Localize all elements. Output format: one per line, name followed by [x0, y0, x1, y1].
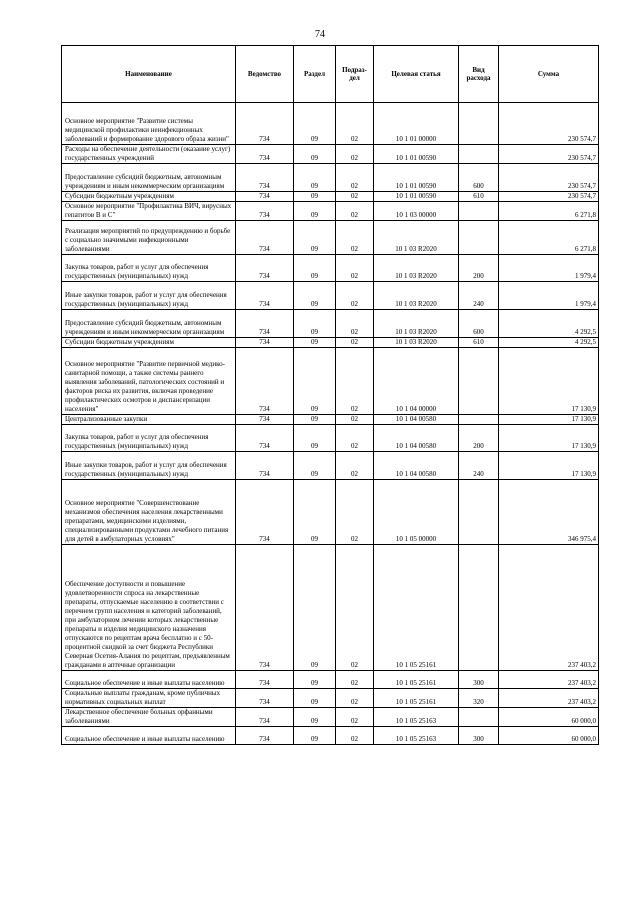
cell-subsection: 02 — [336, 727, 374, 745]
table-row — [62, 708, 599, 727]
header-type: Вид расхода — [459, 46, 499, 103]
cell-dept: 734 — [236, 671, 294, 689]
cell-subsection: 02 — [336, 221, 374, 255]
cell-target: 10 1 05 00000 — [374, 480, 459, 545]
cell-sum: 1 979,4 — [499, 282, 599, 310]
header-target: Целевая статья — [374, 46, 459, 103]
cell-subsection: 02 — [336, 348, 374, 415]
cell-section: 09 — [294, 348, 336, 415]
cell-name: Социальное обеспечение и иные выплаты населению — [62, 727, 236, 745]
cell-name: Лекарственное обеспечение больных орфанными заболеваниями — [62, 708, 236, 727]
table-row — [62, 192, 599, 202]
cell-section: 09 — [294, 708, 336, 727]
cell-sum: 6 271,8 — [499, 202, 599, 221]
cell-section: 09 — [294, 255, 336, 282]
cell-name: Закупка товаров, работ и услуг для обеспечения государственных (муниципальных) нужд — [62, 255, 236, 282]
table-row — [62, 221, 599, 255]
cell-section: 09 — [294, 145, 336, 164]
cell-sum: 6 271,8 — [499, 221, 599, 255]
cell-target: 10 1 03 R2020 — [374, 338, 459, 348]
cell-dept: 734 — [236, 415, 294, 425]
table-row — [62, 727, 599, 745]
cell-section: 09 — [294, 310, 336, 338]
cell-section: 09 — [294, 164, 336, 192]
cell-name: Закупка товаров, работ и услуг для обеспечения государственных (муниципальных) нужд — [62, 425, 236, 452]
cell-section: 09 — [294, 671, 336, 689]
cell-type: 600 — [459, 310, 499, 338]
cell-subsection: 02 — [336, 415, 374, 425]
cell-name: Субсидии бюджетным учреждениям — [62, 338, 236, 348]
cell-subsection: 02 — [336, 103, 374, 145]
cell-type: 200 — [459, 425, 499, 452]
cell-name: Предоставление субсидий бюджетным, автономным учреждениям и иным некоммерческим организациям — [62, 164, 236, 192]
cell-subsection: 02 — [336, 310, 374, 338]
cell-sum: 230 574,7 — [499, 145, 599, 164]
cell-sum: 60 000,0 — [499, 708, 599, 727]
cell-target: 10 1 04 00580 — [374, 415, 459, 425]
table-row — [62, 202, 599, 221]
cell-target: 10 1 01 00590 — [374, 164, 459, 192]
cell-section: 09 — [294, 192, 336, 202]
cell-sum: 230 574,7 — [499, 103, 599, 145]
table-row — [62, 103, 599, 145]
page-number: 74 — [315, 29, 325, 40]
cell-sum: 230 574,7 — [499, 164, 599, 192]
cell-target: 10 1 04 00580 — [374, 425, 459, 452]
cell-sum: 17 130,9 — [499, 348, 599, 415]
cell-sum: 230 574,7 — [499, 192, 599, 202]
cell-type: 240 — [459, 282, 499, 310]
cell-dept: 734 — [236, 338, 294, 348]
cell-sum: 237 403,2 — [499, 689, 599, 708]
table-row — [62, 480, 599, 545]
header-dept: Ведомство — [236, 46, 294, 103]
cell-section: 09 — [294, 103, 336, 145]
cell-target: 10 1 05 25163 — [374, 708, 459, 727]
cell-section: 09 — [294, 338, 336, 348]
cell-section: 09 — [294, 689, 336, 708]
table-row — [62, 145, 599, 164]
cell-type: 300 — [459, 727, 499, 745]
cell-sum: 60 000,0 — [499, 727, 599, 745]
cell-type: 300 — [459, 671, 499, 689]
cell-dept: 734 — [236, 480, 294, 545]
cell-dept: 734 — [236, 310, 294, 338]
cell-type: 200 — [459, 255, 499, 282]
cell-name: Расходы на обеспечение деятельности (оказание услуг) государственных учреждений — [62, 145, 236, 164]
cell-sum: 4 292,5 — [499, 310, 599, 338]
cell-type — [459, 545, 499, 671]
cell-type — [459, 348, 499, 415]
table-header-row — [62, 46, 599, 103]
table-row — [62, 689, 599, 708]
cell-sum: 17 130,9 — [499, 425, 599, 452]
table-row — [62, 452, 599, 480]
table-row — [62, 545, 599, 671]
cell-dept: 734 — [236, 103, 294, 145]
cell-dept: 734 — [236, 202, 294, 221]
cell-subsection: 02 — [336, 202, 374, 221]
cell-target: 10 1 05 25163 — [374, 727, 459, 745]
cell-target: 10 1 03 R2020 — [374, 310, 459, 338]
cell-name: Иные закупки товаров, работ и услуг для обеспечения государственных (муниципальных) нужд — [62, 282, 236, 310]
cell-name: Основное мероприятие "Развитие системы медицинской профилактики неинфекционных заболеваний и формирование здорового образа жизни" — [62, 103, 236, 145]
cell-type: 610 — [459, 338, 499, 348]
cell-name: Реализация мероприятий по предупреждению и борьбе с социально значимыми инфекционными заболеваниями — [62, 221, 236, 255]
cell-subsection: 02 — [336, 192, 374, 202]
cell-subsection: 02 — [336, 708, 374, 727]
table-row — [62, 255, 599, 282]
cell-target: 10 1 05 25161 — [374, 671, 459, 689]
cell-section: 09 — [294, 202, 336, 221]
cell-section: 09 — [294, 727, 336, 745]
cell-type — [459, 480, 499, 545]
table-row — [62, 310, 599, 338]
cell-section: 09 — [294, 415, 336, 425]
cell-type — [459, 145, 499, 164]
table-row — [62, 425, 599, 452]
table-row — [62, 415, 599, 425]
cell-subsection: 02 — [336, 689, 374, 708]
cell-sum: 346 975,4 — [499, 480, 599, 545]
cell-name: Основное мероприятие "Профилактика ВИЧ, вирусных гепатитов В и С" — [62, 202, 236, 221]
cell-section: 09 — [294, 452, 336, 480]
cell-type: 240 — [459, 452, 499, 480]
cell-subsection: 02 — [336, 671, 374, 689]
cell-dept: 734 — [236, 708, 294, 727]
cell-type — [459, 708, 499, 727]
header-sum: Сумма — [499, 46, 599, 103]
cell-subsection: 02 — [336, 545, 374, 671]
cell-subsection: 02 — [336, 425, 374, 452]
cell-target: 10 1 01 00590 — [374, 192, 459, 202]
cell-subsection: 02 — [336, 145, 374, 164]
table-row — [62, 671, 599, 689]
cell-type — [459, 415, 499, 425]
cell-name: Субсидии бюджетным учреждениям — [62, 192, 236, 202]
cell-type: 610 — [459, 192, 499, 202]
table-row — [62, 338, 599, 348]
cell-name: Основное мероприятие "Развитие первичной медико-санитарной помощи, а также системы раннего выявления заболеваний, патологических состояний и факторов риска их развития, включая проведение профилактических осмотров и диспансеризации населения" — [62, 348, 236, 415]
cell-section: 09 — [294, 221, 336, 255]
cell-type: 600 — [459, 164, 499, 192]
cell-section: 09 — [294, 282, 336, 310]
cell-name: Социальное обеспечение и иные выплаты населению — [62, 671, 236, 689]
cell-subsection: 02 — [336, 282, 374, 310]
cell-dept: 734 — [236, 545, 294, 671]
cell-name: Социальные выплаты гражданам, кроме публичных нормативных социальных выплат — [62, 689, 236, 708]
cell-subsection: 02 — [336, 164, 374, 192]
budget-table — [61, 45, 599, 745]
table-row — [62, 282, 599, 310]
cell-subsection: 02 — [336, 480, 374, 545]
cell-sum: 1 979,4 — [499, 255, 599, 282]
cell-dept: 734 — [236, 727, 294, 745]
cell-section: 09 — [294, 545, 336, 671]
cell-target: 10 1 01 00000 — [374, 103, 459, 145]
cell-section: 09 — [294, 425, 336, 452]
cell-target: 10 1 03 R2020 — [374, 282, 459, 310]
cell-dept: 734 — [236, 221, 294, 255]
cell-sum: 237 403,2 — [499, 671, 599, 689]
cell-subsection: 02 — [336, 338, 374, 348]
cell-subsection: 02 — [336, 255, 374, 282]
cell-target: 10 1 05 25161 — [374, 689, 459, 708]
cell-target: 10 1 04 00000 — [374, 348, 459, 415]
cell-dept: 734 — [236, 282, 294, 310]
cell-sum: 17 130,9 — [499, 415, 599, 425]
header-subsection: Подраз- дел — [336, 46, 374, 103]
cell-name: Обеспечение доступности и повышение удовлетворенности спроса на лекарственные препараты, отпускаемые населению в соответствии с перечнем групп населения и категорий заболеваний, при амбулаторном лечении которых лекарственные препараты и изделия медицинского назначения отпускаются по рецептам врача бесплатно и с 50-процентной скидкой за счет бюджета Республики Северная Осетия-Алания по рецептам, предъявленным гражданами в аптечные организации — [62, 545, 236, 671]
header-name: Наименование — [62, 46, 236, 103]
header-section: Раздел — [294, 46, 336, 103]
cell-dept: 734 — [236, 192, 294, 202]
cell-dept: 734 — [236, 452, 294, 480]
cell-name: Централизованные закупки — [62, 415, 236, 425]
cell-dept: 734 — [236, 145, 294, 164]
cell-type: 320 — [459, 689, 499, 708]
cell-dept: 734 — [236, 255, 294, 282]
cell-type — [459, 103, 499, 145]
cell-target: 10 1 05 25161 — [374, 545, 459, 671]
cell-type — [459, 221, 499, 255]
cell-target: 10 1 03 R2020 — [374, 255, 459, 282]
cell-sum: 237 403,2 — [499, 545, 599, 671]
cell-type — [459, 202, 499, 221]
cell-dept: 734 — [236, 689, 294, 708]
cell-name: Основное мероприятие "Совершенствование механизмов обеспечения населения лекарственными препаратами, медицинскими изделиями, специализированными продуктами лечебного питания для детей в амбулаторных условиях" — [62, 480, 236, 545]
table-row — [62, 348, 599, 415]
cell-name: Предоставление субсидий бюджетным, автономным учреждениям и иным некоммерческим организациям — [62, 310, 236, 338]
cell-dept: 734 — [236, 348, 294, 415]
cell-dept: 734 — [236, 164, 294, 192]
cell-subsection: 02 — [336, 452, 374, 480]
cell-target: 10 1 04 00580 — [374, 452, 459, 480]
cell-section: 09 — [294, 480, 336, 545]
cell-dept: 734 — [236, 425, 294, 452]
cell-name: Иные закупки товаров, работ и услуг для обеспечения государственных (муниципальных) нужд — [62, 452, 236, 480]
cell-target: 10 1 01 00590 — [374, 145, 459, 164]
cell-sum: 17 130,9 — [499, 452, 599, 480]
table-row — [62, 164, 599, 192]
cell-target: 10 1 03 R2020 — [374, 221, 459, 255]
cell-target: 10 1 03 00000 — [374, 202, 459, 221]
cell-sum: 4 292,5 — [499, 338, 599, 348]
